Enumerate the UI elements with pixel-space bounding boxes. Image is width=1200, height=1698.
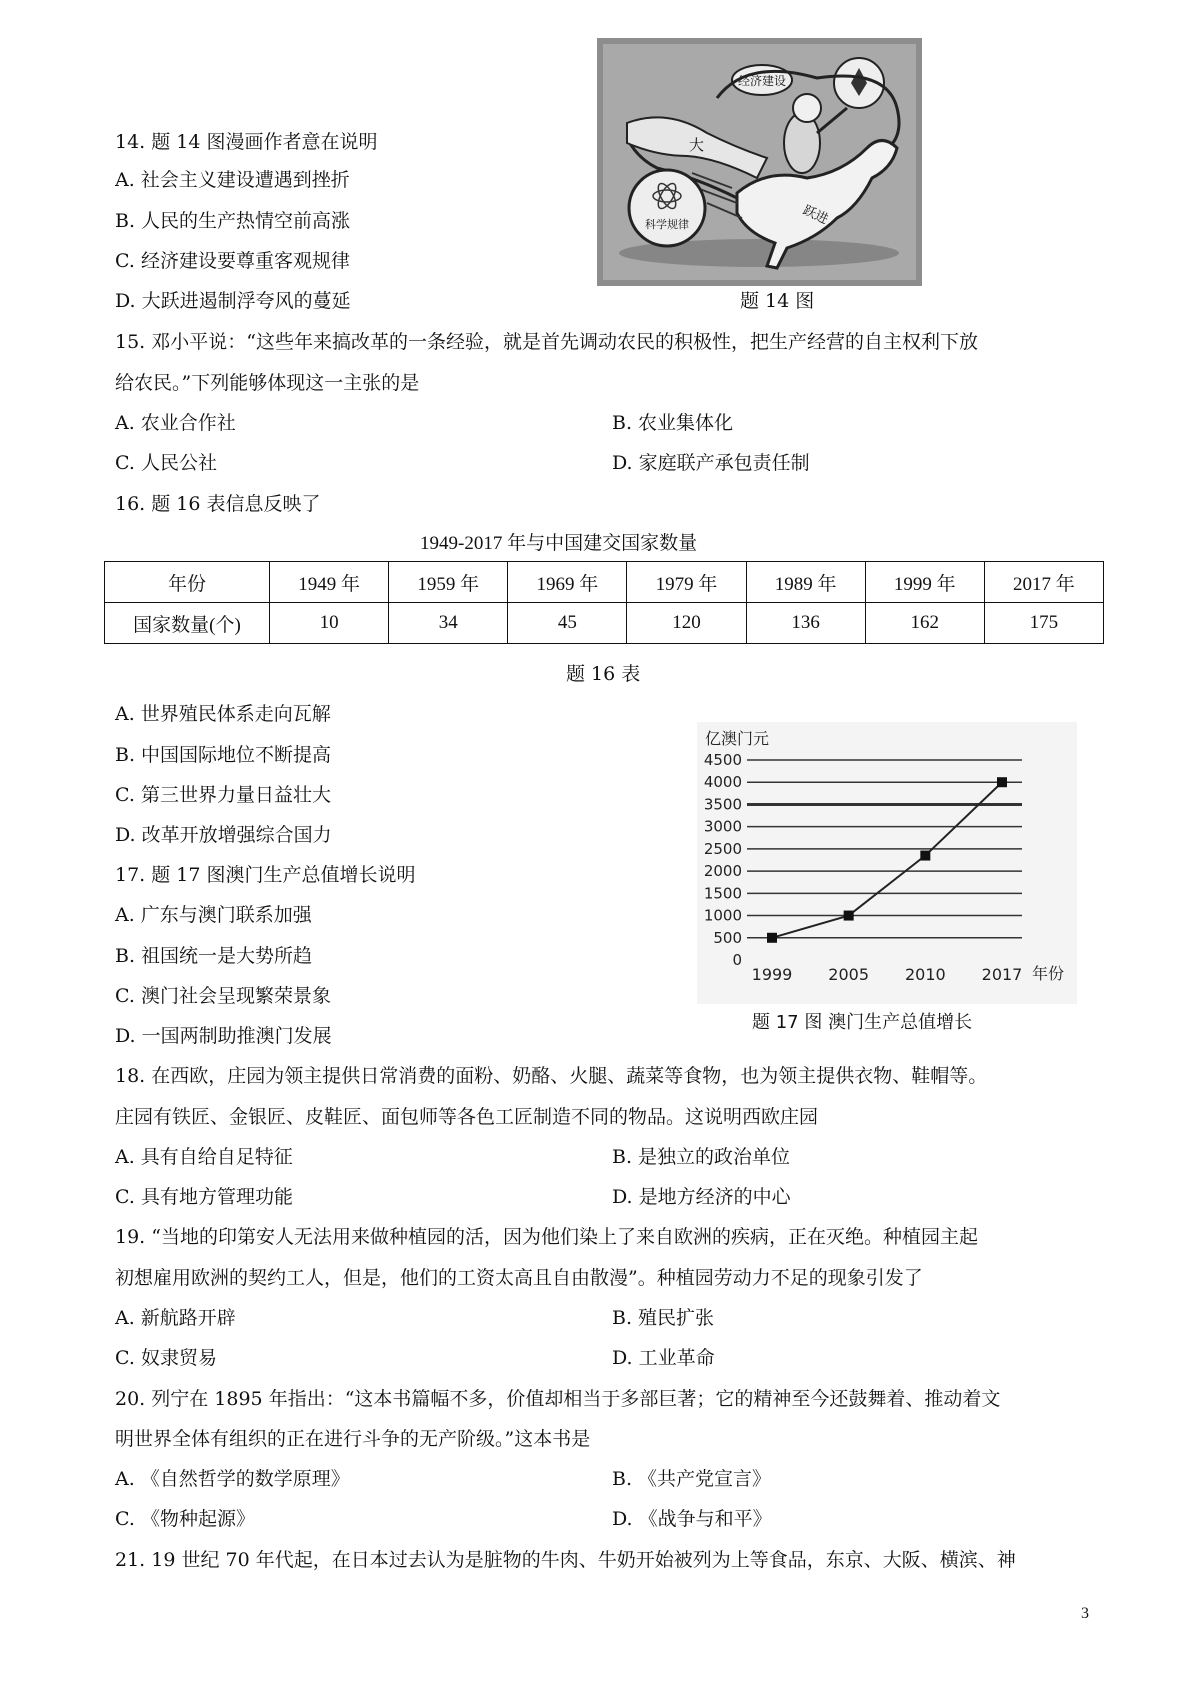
table-cell: 162 [865,603,984,644]
chart-ytick-label: 1000 [703,906,742,925]
table-cell: 1999 年 [865,562,984,603]
q17-line-chart [697,722,1077,1004]
q17-option-c: C. 澳门社会呈现繁荣景象 [115,985,331,1007]
chart-ytick-label: 2000 [703,862,742,881]
table-cell: 1949 年 [270,562,389,603]
q16-table-title: 1949-2017 年与中国建交国家数量 [420,533,698,554]
q15-stem-line1: 15. 邓小平说：“这些年来搞改革的一条经验，就是首先调动农民的积极性，把生产经营的自主权利下放 [115,331,978,353]
chart-ytick-label: 1500 [703,884,742,903]
svg-text:大: 大 [689,136,705,154]
q15-option-a: A. 农业合作社 [115,412,236,434]
page-number: 3 [1081,1605,1089,1622]
q18-stem-line1: 18. 在西欧，庄园为领主提供日常消费的面粉、奶酪、火腿、蔬菜等食物，也为领主提供衣物、鞋帽等。 [115,1065,988,1087]
chart-point [767,933,777,943]
table-row-years [105,562,1104,603]
q16-table [104,561,1104,644]
table-cell: 34 [389,603,508,644]
chart-ytick-label: 2500 [703,839,742,858]
chart-xtick-label: 2010 [904,965,946,984]
table-cell: 120 [627,603,746,644]
q20-option-d: D. 《战争与和平》 [612,1508,772,1530]
chart-ytick-label: 0 [732,951,742,969]
q15-option-d: D. 家庭联产承包责任制 [612,452,810,474]
table-cell: 10 [270,603,389,644]
q18-option-a: A. 具有自给自足特征 [115,1146,293,1168]
table-cell: 45 [508,603,627,644]
q20-option-b: B. 《共产党宣言》 [612,1468,772,1490]
svg-text:跃进: 跃进 [800,203,831,228]
q19-stem-line1: 19. “当地的印第安人无法用来做种植园的活，因为他们染上了来自欧洲的疾病，正在灭绝。种植园主起 [115,1226,978,1248]
q14-stem: 14. 题 14 图漫画作者意在说明 [115,131,378,153]
q17-stem: 17. 题 17 图澳门生产总值增长说明 [115,864,416,886]
table-header-year: 年份 [105,562,270,603]
table-header-count: 国家数量(个) [105,603,270,644]
table-cell: 1969 年 [508,562,627,603]
q16-option-c: C. 第三世界力量日益壮大 [115,784,331,806]
q20-stem-line1: 20. 列宁在 1895 年指出：“这本书篇幅不多，价值却相当于多部巨著；它的精神至今还鼓舞着、推动着文 [115,1388,1001,1410]
q20-option-a: A. 《自然哲学的数学原理》 [115,1468,350,1490]
svg-text:科学规律: 科学规律 [645,218,689,231]
q14-option-b: B. 人民的生产热情空前高涨 [115,210,351,232]
chart-ylabel: 亿澳门元 [705,729,770,748]
q16-table-caption: 题 16 表 [566,663,641,685]
svg-text:经济建设: 经济建设 [737,74,787,88]
chart-xtick-label: 2005 [828,965,870,984]
q14-option-d: D. 大跃进遏制浮夸风的蔓延 [115,290,351,312]
q16-option-b: B. 中国国际地位不断提高 [115,744,332,766]
q19-option-a: A. 新航路开辟 [115,1307,236,1329]
q15-option-c: C. 人民公社 [115,452,217,474]
chart-ytick-label: 3500 [703,795,742,814]
q17-option-a: A. 广东与澳门联系加强 [115,904,312,926]
table-row-counts [105,603,1104,644]
q14-option-a: A. 社会主义建设遭遇到挫折 [115,169,350,191]
q15-stem-line2: 给农民。”下列能够体现这一主张的是 [115,372,420,394]
q14-figure-caption: 题 14 图 [740,290,815,312]
cartoon-ball [629,170,705,246]
q17-option-b: B. 祖国统一是大势所趋 [115,945,313,967]
table-cell: 1959 年 [389,562,508,603]
q14-option-c: C. 经济建设要尊重客观规律 [115,250,350,272]
q21-stem-line1: 21. 19 世纪 70 年代起，在日本过去认为是脏物的牛肉、牛奶开始被列为上等食品，东京、大阪、横滨、神 [115,1549,1016,1571]
q19-stem-line2: 初想雇用欧洲的契约工人，但是，他们的工资太高且自由散漫”。种植园劳动力不足的现象引发了 [115,1267,923,1289]
q16-option-d: D. 改革开放增强综合国力 [115,824,332,846]
q17-figure-caption: 题 17 图 澳门生产总值增长 [752,1012,973,1033]
q20-option-c: C. 《物种起源》 [115,1508,255,1530]
q17-option-d: D. 一国两制助推澳门发展 [115,1025,332,1047]
chart-ytick-label: 3000 [703,817,742,836]
chart-xtick-label: 1999 [751,965,793,984]
chart-point [844,911,854,921]
q16-option-a: A. 世界殖民体系走向瓦解 [115,703,331,725]
chart-point [997,777,1007,787]
table-cell: 2017 年 [984,562,1103,603]
chart-xtick-label: 2017 [981,965,1023,984]
q19-option-b: B. 殖民扩张 [612,1307,715,1329]
q16-stem: 16. 题 16 表信息反映了 [115,493,321,515]
chart-xlabel: 年份 [1032,964,1065,983]
chart-ytick-label: 4500 [703,751,742,769]
chart-ytick-label: 4000 [703,773,742,792]
table-cell: 175 [984,603,1103,644]
q15-option-b: B. 农业集体化 [612,412,734,434]
q14-cartoon-image [597,38,922,286]
q18-option-b: B. 是独立的政治单位 [612,1146,791,1168]
q20-stem-line2: 明世界全体有组织的正在进行斗争的无产阶级。”这本书是 [115,1428,591,1450]
q19-option-d: D. 工业革命 [612,1347,715,1369]
chart-ytick-label: 500 [713,928,742,947]
table-cell: 136 [746,603,865,644]
q18-stem-line2: 庄园有铁匠、金银匠、皮鞋匠、面包师等各色工匠制造不同的物品。这说明西欧庄园 [115,1106,819,1128]
q18-option-d: D. 是地方经济的中心 [612,1186,791,1208]
table-cell: 1989 年 [746,562,865,603]
table-cell: 1979 年 [627,562,746,603]
q18-option-c: C. 具有地方管理功能 [115,1186,293,1208]
chart-point [920,851,930,861]
q19-option-c: C. 奴隶贸易 [115,1347,217,1369]
